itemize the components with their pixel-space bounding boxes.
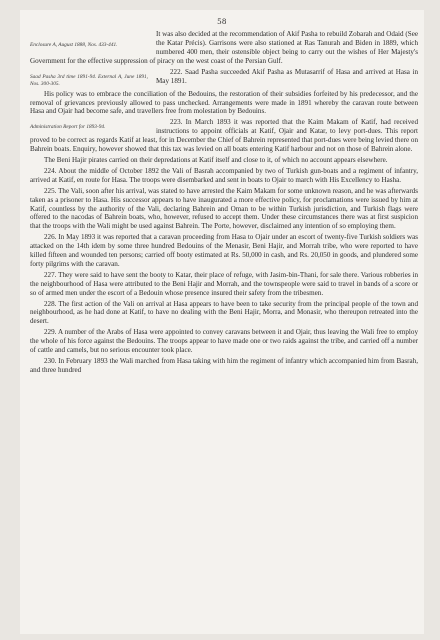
paragraph-226-text: 226. In May 1893 it was reported that a caravan proceeding from Hasa to Ojair under an escort of twenty-five Turkish soldiers was attacked on the 14th idem by some three hundred Bedouins of the Menasir, Beni Hajir, and Morrah tribe, who were reported to have killed fifteen and wounded ten persons; carried off booty estimated at Rs. 50,000 in cash, and Rs. 20,050 in goods, and plundered some forty pilgrims with the caravan. bbox=[30, 233, 418, 268]
sidenote-222: Saad Pasha 3rd time 1891-94. External A, June 1891, Nos. 300-305. bbox=[30, 73, 148, 87]
body-text bbox=[30, 30, 418, 377]
paragraph-222b bbox=[30, 90, 418, 117]
paragraph-225 bbox=[30, 187, 418, 232]
page-number: 58 bbox=[217, 16, 227, 26]
paragraph-222-text: 222. Saad Pasha succeeded Akif Pasha as Mutasarrif of Hasa and arrived at Hasa in May 1891. bbox=[156, 67, 418, 85]
paragraph-228 bbox=[30, 300, 418, 327]
paragraph-226 bbox=[30, 233, 418, 269]
paragraph-222b-text: His policy was to embrace the conciliation of the Bedouins, the restoration of their subsidies forfeited by his predecessor, and the removal of grievances previously allowed to pass unchecked. Arrangements were made in 1891 whereby the caravan route between Hasa and Ojair had become safe, and travellers free from molestation by Bedouins. bbox=[30, 89, 418, 116]
paragraph-225-text: 225. The Vali, soon after his arrival, was stated to have arrested the Kaim Makam for some unknown reason, and he was afterwards taken as a prisoner to Hasa. His successor appears to have inaugurated a more effective policy, for proclamations were issued by him at Katif, countless by the authority of the Vali, declaring Bahrein and Oman to be within Turkish jurisdiction, and Turkish flags were offered to the nacodas of Bahrein boats, who, however, refused to accept them. Under these circumstances there was at first suspicion that the troops with the Wali might be used against Bahrein. The Porte, however, disclaimed any intention of so employing them. bbox=[30, 186, 418, 231]
paragraph-230-text: 230. In February 1893 the Wali marched from Hasa taking with him the regiment of infantry which accompanied him from Basrah, and three hundred bbox=[30, 357, 418, 374]
paragraph-228-text: 228. The first action of the Vali on arrival at Hasa appears to have been to take security from the principal people of the town and neighbourhood, as he had done at Katif, to have no dealing with the Beni Hajir, Morra, and Monasir, who thereupon retreated into the desert. bbox=[30, 299, 418, 326]
paragraph-229 bbox=[30, 328, 418, 355]
paragraph-229-text: 229. A number of the Arabs of Hasa were appointed to convey caravans between it and Ojair, thus leaving the Wali free to employ the whole of his force against the Bedouins. The troops appear to have made one or two raids against the tribe, and carried off a number of cattle and camels, but no serious encounter took place. bbox=[30, 328, 418, 355]
sidenote-intro: Enclosure A, August 1888, Nos. 433-441. bbox=[30, 42, 118, 48]
sidenote-223: Administration Report for 1893-94. bbox=[30, 124, 106, 131]
paragraph-227 bbox=[30, 271, 418, 298]
paragraph-223b bbox=[30, 156, 418, 165]
paragraph-224 bbox=[30, 167, 418, 185]
paragraph-intro-text: It was also decided at the recommendation of Akif Pasha to rebuild Zobarah and Odaid (See the Katar Précis). Garrisons were also stationed at Ras Tanurah and Biden in 1889, which numbered 400 men, their ostensible object being to carry out the wishes of Her Majesty's Government for the effective suppression of piracy on the west coast of the Persian Gulf. bbox=[30, 30, 418, 65]
paragraph-227-text: 227. They were said to have sent the booty to Katar, their place of refuge, with Jasim-bin-Thani, for sale there. Various robberies in the neighbourhood of Hasa were attributed to the Beni Hajir and Morrah, and the townspeople were said to travel in bands of a score or so of armed men under the escort of a Bedouin whose presence insured their safety from the tribesmen. bbox=[30, 270, 418, 297]
paragraph-224-text: 224. About the middle of October 1892 the Vali of Basrah accompanied by two of Turkish gun-boats and a regiment of infantry, arrived at Katif, en route for Hasa. The troops were disembarked and sent in boats to Ojair to march with His Excellency to Hasha. bbox=[30, 166, 418, 184]
document-page bbox=[20, 10, 424, 634]
paragraph-intro bbox=[30, 30, 418, 66]
paragraph-223-text: 223. In March 1893 it was reported that the Kaim Makam of Katif, had received instructions to appoint officials at Katif, Ojair and Katar, to levy port-dues. This report proved to be correct as regards Katif at least, for in December the Chief of Bahrein represented that port-dues were being levied there on Bahrein boats. Enquiry, however showed that this tax was levied on all boats entering Katif harbour and not on those of Bahrein alone. bbox=[30, 118, 418, 154]
paragraph-230 bbox=[30, 357, 418, 375]
paragraph-223b-text: The Beni Hajir pirates carried on their depredations at Katif itself and close to it, of which no account appears elsewhere. bbox=[44, 155, 388, 164]
paragraph-223 bbox=[30, 118, 418, 154]
paragraph-222 bbox=[30, 68, 418, 86]
